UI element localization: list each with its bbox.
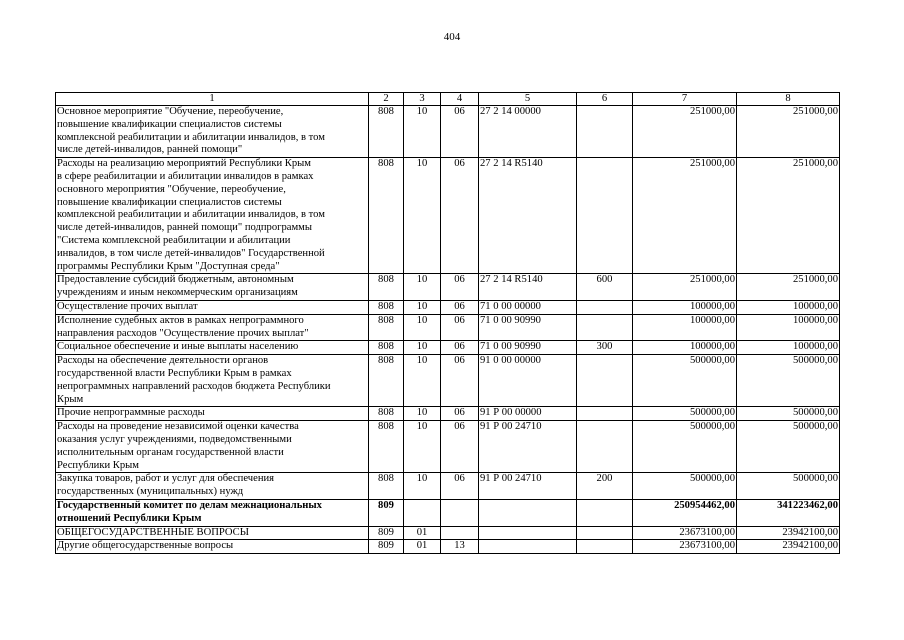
row-gr-cell: 808 bbox=[369, 274, 404, 301]
row-gr-cell: 808 bbox=[369, 355, 404, 407]
row-gr-cell: 808 bbox=[369, 421, 404, 473]
row-sum2-cell: 100000,00 bbox=[737, 341, 840, 355]
row-rz-cell: 10 bbox=[404, 355, 441, 407]
row-vr-cell bbox=[577, 314, 633, 341]
row-sum1-cell: 100000,00 bbox=[633, 314, 737, 341]
row-sum2-cell: 500000,00 bbox=[737, 407, 840, 421]
row-gr-cell: 808 bbox=[369, 341, 404, 355]
row-name-cell: Исполнение судебных актов в рамках непрограммного направления расходов "Осуществление прочих выплат" bbox=[56, 314, 369, 341]
header-cell: 7 bbox=[633, 93, 737, 106]
row-vr-cell bbox=[577, 300, 633, 314]
table-row bbox=[56, 499, 840, 526]
row-name-cell: Основное мероприятие "Обучение, переобучение, повышение квалификации специалистов системы комплексной реабилитации и абилитации инвалидов, в том числе детей-инвалидов, ранней помощи" bbox=[56, 106, 369, 158]
row-vr-cell bbox=[577, 526, 633, 540]
row-gr-cell: 809 bbox=[369, 540, 404, 554]
row-pr-cell: 06 bbox=[441, 300, 479, 314]
row-gr-cell: 809 bbox=[369, 526, 404, 540]
row-name-cell: Расходы на реализацию мероприятий Республики Крым в сфере реабилитации и абилитации инвалидов в рамках основного мероприятия "Обучение, переобучение, повышение квалификации специалистов системы комплексной реабилитации и абилитации инвалидов, в том числе детей-инвалидов, ранней помощи" подпрограммы "Система комплексной реабилитации и абилитации инвалидов, в том числе детей-инвалидов" Государственной программы Республики Крым "Доступная среда" bbox=[56, 158, 369, 274]
row-gr-cell: 808 bbox=[369, 314, 404, 341]
row-vr-cell bbox=[577, 355, 633, 407]
table-row bbox=[56, 473, 840, 500]
table-row bbox=[56, 526, 840, 540]
row-name-cell: Расходы на проведение независимой оценки качества оказания услуг учреждениями, подведомственными исполнительным органам государственной власти Республики Крым bbox=[56, 421, 369, 473]
row-rz-cell: 10 bbox=[404, 421, 441, 473]
row-rz-cell: 10 bbox=[404, 314, 441, 341]
row-sum1-cell: 500000,00 bbox=[633, 355, 737, 407]
row-csr-cell: 91 Р 00 00000 bbox=[479, 407, 577, 421]
row-name-cell: Закупка товаров, работ и услуг для обеспечения государственных (муниципальных) нужд bbox=[56, 473, 369, 500]
row-name-cell: Предоставление субсидий бюджетным, автономным учреждениям и иным некоммерческим организациям bbox=[56, 274, 369, 301]
table-row bbox=[56, 106, 840, 158]
row-csr-cell: 71 0 00 90990 bbox=[479, 341, 577, 355]
row-csr-cell: 27 2 14 R5140 bbox=[479, 158, 577, 274]
header-cell: 4 bbox=[441, 93, 479, 106]
table-row bbox=[56, 421, 840, 473]
row-vr-cell bbox=[577, 106, 633, 158]
row-sum1-cell: 23673100,00 bbox=[633, 540, 737, 554]
row-name-cell: Осуществление прочих выплат bbox=[56, 300, 369, 314]
row-sum2-cell: 500000,00 bbox=[737, 421, 840, 473]
table-row bbox=[56, 274, 840, 301]
row-sum2-cell: 251000,00 bbox=[737, 106, 840, 158]
row-pr-cell: 06 bbox=[441, 407, 479, 421]
row-pr-cell: 06 bbox=[441, 106, 479, 158]
row-name-cell: Социальное обеспечение и иные выплаты населению bbox=[56, 341, 369, 355]
row-pr-cell bbox=[441, 526, 479, 540]
budget-table bbox=[55, 92, 840, 554]
row-vr-cell bbox=[577, 421, 633, 473]
row-sum1-cell: 500000,00 bbox=[633, 421, 737, 473]
table-row bbox=[56, 355, 840, 407]
row-name-cell: ОБЩЕГОСУДАРСТВЕННЫЕ ВОПРОСЫ bbox=[56, 526, 369, 540]
row-vr-cell: 600 bbox=[577, 274, 633, 301]
row-vr-cell bbox=[577, 540, 633, 554]
row-sum2-cell: 23942100,00 bbox=[737, 526, 840, 540]
row-sum2-cell: 100000,00 bbox=[737, 300, 840, 314]
row-csr-cell: 71 0 00 90990 bbox=[479, 314, 577, 341]
row-gr-cell: 809 bbox=[369, 499, 404, 526]
row-sum2-cell: 500000,00 bbox=[737, 473, 840, 500]
row-csr-cell: 27 2 14 R5140 bbox=[479, 274, 577, 301]
row-sum1-cell: 251000,00 bbox=[633, 158, 737, 274]
row-pr-cell: 06 bbox=[441, 421, 479, 473]
row-pr-cell: 06 bbox=[441, 473, 479, 500]
row-csr-cell bbox=[479, 526, 577, 540]
row-sum1-cell: 251000,00 bbox=[633, 106, 737, 158]
row-rz-cell: 10 bbox=[404, 300, 441, 314]
table-row bbox=[56, 407, 840, 421]
header-cell: 6 bbox=[577, 93, 633, 106]
table-row bbox=[56, 300, 840, 314]
row-vr-cell: 200 bbox=[577, 473, 633, 500]
row-vr-cell bbox=[577, 158, 633, 274]
row-rz-cell: 10 bbox=[404, 106, 441, 158]
row-rz-cell: 10 bbox=[404, 341, 441, 355]
row-vr-cell bbox=[577, 499, 633, 526]
row-csr-cell bbox=[479, 499, 577, 526]
row-csr-cell: 27 2 14 00000 bbox=[479, 106, 577, 158]
row-rz-cell: 10 bbox=[404, 158, 441, 274]
row-rz-cell: 10 bbox=[404, 473, 441, 500]
row-sum1-cell: 23673100,00 bbox=[633, 526, 737, 540]
table-body bbox=[56, 106, 840, 554]
header-cell: 8 bbox=[737, 93, 840, 106]
row-csr-cell: 91 Р 00 24710 bbox=[479, 421, 577, 473]
table-header-row bbox=[56, 93, 840, 106]
row-pr-cell: 06 bbox=[441, 355, 479, 407]
table-row bbox=[56, 540, 840, 554]
row-pr-cell: 06 bbox=[441, 274, 479, 301]
table-row bbox=[56, 314, 840, 341]
row-sum2-cell: 251000,00 bbox=[737, 158, 840, 274]
row-sum1-cell: 500000,00 bbox=[633, 473, 737, 500]
row-name-cell: Расходы на обеспечение деятельности органов государственной власти Республики Крым в рамках непрограммных направлений расходов бюджета Республики Крым bbox=[56, 355, 369, 407]
row-sum2-cell: 341223462,00 bbox=[737, 499, 840, 526]
row-gr-cell: 808 bbox=[369, 407, 404, 421]
row-csr-cell: 91 0 00 00000 bbox=[479, 355, 577, 407]
row-sum2-cell: 23942100,00 bbox=[737, 540, 840, 554]
row-rz-cell: 01 bbox=[404, 540, 441, 554]
row-sum2-cell: 500000,00 bbox=[737, 355, 840, 407]
row-vr-cell: 300 bbox=[577, 341, 633, 355]
row-gr-cell: 808 bbox=[369, 106, 404, 158]
row-csr-cell: 71 0 00 00000 bbox=[479, 300, 577, 314]
header-cell: 3 bbox=[404, 93, 441, 106]
page-number: 404 bbox=[443, 31, 461, 43]
row-name-cell: Государственный комитет по делам межнациональных отношений Республики Крым bbox=[56, 499, 369, 526]
row-pr-cell bbox=[441, 499, 479, 526]
row-rz-cell bbox=[404, 499, 441, 526]
row-vr-cell bbox=[577, 407, 633, 421]
row-sum1-cell: 251000,00 bbox=[633, 274, 737, 301]
row-pr-cell: 13 bbox=[441, 540, 479, 554]
header-cell: 5 bbox=[479, 93, 577, 106]
row-sum1-cell: 500000,00 bbox=[633, 407, 737, 421]
row-gr-cell: 808 bbox=[369, 158, 404, 274]
row-name-cell: Прочие непрограммные расходы bbox=[56, 407, 369, 421]
row-sum1-cell: 100000,00 bbox=[633, 300, 737, 314]
row-csr-cell bbox=[479, 540, 577, 554]
row-csr-cell: 91 Р 00 24710 bbox=[479, 473, 577, 500]
row-gr-cell: 808 bbox=[369, 300, 404, 314]
row-pr-cell: 06 bbox=[441, 314, 479, 341]
row-rz-cell: 10 bbox=[404, 407, 441, 421]
table-row bbox=[56, 341, 840, 355]
row-sum1-cell: 250954462,00 bbox=[633, 499, 737, 526]
row-name-cell: Другие общегосударственные вопросы bbox=[56, 540, 369, 554]
row-pr-cell: 06 bbox=[441, 341, 479, 355]
row-rz-cell: 01 bbox=[404, 526, 441, 540]
row-sum2-cell: 251000,00 bbox=[737, 274, 840, 301]
row-sum2-cell: 100000,00 bbox=[737, 314, 840, 341]
row-gr-cell: 808 bbox=[369, 473, 404, 500]
row-sum1-cell: 100000,00 bbox=[633, 341, 737, 355]
row-rz-cell: 10 bbox=[404, 274, 441, 301]
table-row bbox=[56, 158, 840, 274]
row-pr-cell: 06 bbox=[441, 158, 479, 274]
header-cell: 1 bbox=[56, 93, 369, 106]
header-cell: 2 bbox=[369, 93, 404, 106]
